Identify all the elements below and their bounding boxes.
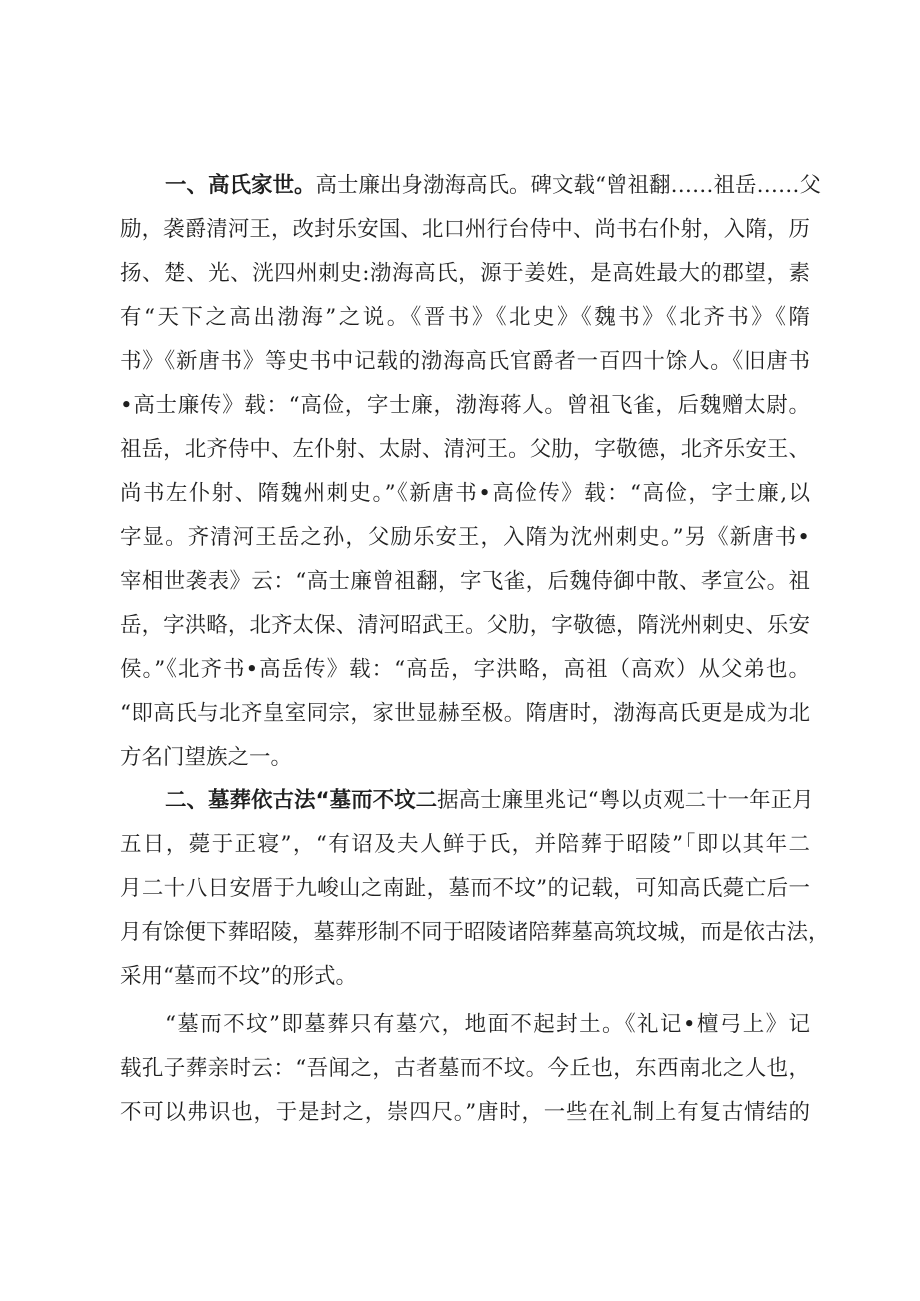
- paragraph-1-line-4: 有“天下之高出渤海”之说。《晋书》《北史》《魏书》《北齐书》《隋: [120, 305, 810, 330]
- paragraph-3-line-1: “墓而不坟”即墓葬只有墓穴，地面不起封土。《礼记•檀弓上》记: [165, 1012, 810, 1037]
- section-heading-1: 一、高氏家世。: [165, 173, 316, 198]
- paragraph-1-line-12: 侯。”《北齐书•高岳传》载：“高岳，字洪略，高祖（高欢）从父弟也。: [120, 657, 810, 682]
- paragraph-1-line-8: 尚书左仆射、隋魏州刺史。”《新唐书•高俭传》载：“高俭，字士廉,以: [120, 481, 810, 506]
- paragraph-1-line-3: 扬、楚、光、洸四州刺史:渤海高氏，源于姜姓，是高姓最大的郡望，素: [120, 261, 810, 286]
- paragraph-2-line-3: 月二十八日安厝于九峻山之南趾，墓而不坟”的记载，可知高氏薨亡后一: [120, 876, 810, 901]
- paragraph-3-line-2: 载孔子葬亲时云：“吾闻之，古者墓而不坟。今丘也，东西南北之人也，: [120, 1056, 810, 1081]
- paragraph-1-line-13: “即高氏与北齐皇室同宗，家世显赫至极。隋唐时，渤海高氏更是成为北: [120, 701, 810, 726]
- paragraph-1-line-2: 励，袭爵清河王，改封乐安国、北口州行台侍中、尚书右仆射，入隋，历: [120, 217, 810, 242]
- paragraph-1-text: 高士廉出身渤海高氏。碑文载“曾祖翻……祖岳……父: [315, 173, 822, 198]
- paragraph-3-line-3: 不可以弗识也，于是封之，崇四尺。”唐时，一些在礼制上有复古情结的: [120, 1100, 810, 1125]
- paragraph-1-line-6: •高士廉传》载：“高俭，字士廉，渤海蒋人。曾祖飞雀，后魏赠太尉。: [120, 393, 810, 418]
- paragraph-2-line-5: 采用“墓而不坟”的形式。: [120, 964, 357, 989]
- paragraph-2-line-4: 月有馀便下葬昭陵，墓葬形制不同于昭陵诸陪葬墓高筑坟城，而是依古法，: [120, 920, 830, 945]
- paragraph-1-line-9: 字显。齐清河王岳之孙，父励乐安王，入隋为沈州刺史。”另《新唐书•: [120, 525, 810, 550]
- paragraph-1-line-11: 岳，字洪略，北齐太保、清河昭武王。父肋，字敬德，隋洸州刺史、乐安: [120, 613, 810, 638]
- paragraph-1-line-14: 方名门望族之一。: [120, 745, 293, 770]
- paragraph-1-line-10: 宰相世袭表》云：“高士廉曾祖翻，字飞雀，后魏侍御中散、孝宣公。祖: [120, 569, 810, 594]
- paragraph-1-line-1: [165, 164, 822, 208]
- paragraph-2-text: 据高士廉里兆记“粤以贞观二十一年正月: [437, 788, 814, 813]
- paragraph-1-line-7: 祖岳，北齐侍中、左仆射、太尉、清河王。父肋，字敬德，北齐乐安王、: [120, 437, 810, 462]
- paragraph-1-line-5: 书》《新唐书》等史书中记载的渤海高氏官爵者一百四十馀人。《旧唐书: [120, 349, 810, 374]
- paragraph-2-line-2: 五日，薨于正寝”，“有诏及夫人鲜于氏，并陪葬于昭陵”「即以其年二: [120, 832, 810, 857]
- section-heading-2: 二、墓葬依古法“墓而不坟二: [165, 788, 438, 813]
- paragraph-2-line-1: [165, 779, 814, 823]
